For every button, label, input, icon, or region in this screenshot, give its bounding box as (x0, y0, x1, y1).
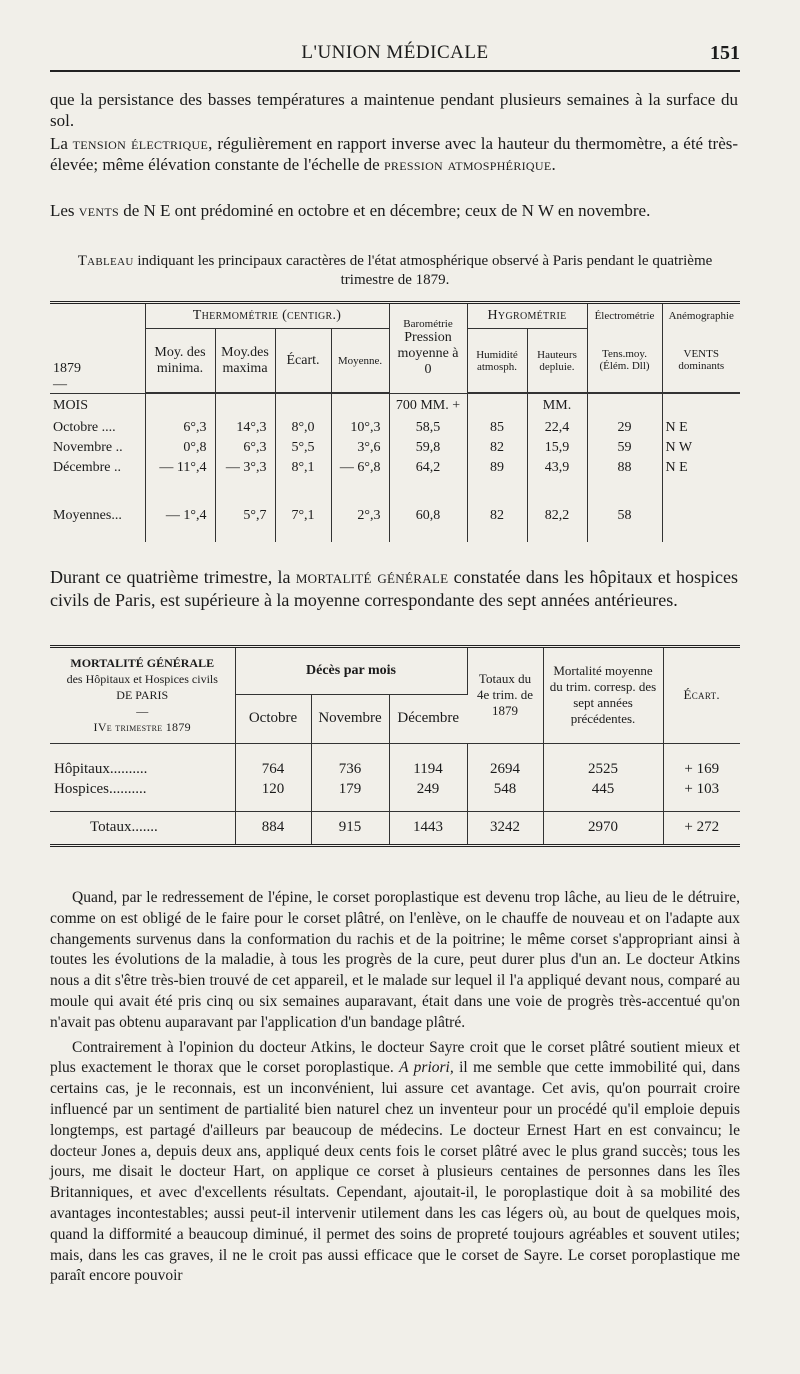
page-header (50, 40, 740, 72)
col-vents: VENTS dominants (662, 329, 740, 393)
col-moyenne: Moyenne. (331, 329, 389, 393)
unit-pressure: 700 MM. + (389, 394, 467, 418)
mid-start: Durant ce quatrième trimestre, la (50, 567, 291, 587)
barometrie-header (389, 303, 467, 393)
col-octobre: Octobre (235, 695, 311, 743)
moyennes-row: Moyennes... — 1°,4 5°,7 7°,1 2°,3 60,8 82 82,2 58 (50, 504, 740, 528)
table-row: Hospices.......... 120 179 249 548 445 + 103 (50, 779, 740, 799)
a-priori-term: A priori, (399, 1059, 454, 1077)
col-tension: Tens.moy. (Élém. Dll) (587, 329, 662, 393)
col-maxima: Moy.des maxima (215, 329, 275, 393)
year-label: 1879 (53, 360, 81, 376)
totaux-row: Totaux....... 884 915 1443 3242 2970 + 272 (50, 811, 740, 845)
p2-start: La (50, 134, 68, 153)
col-novembre: Novembre (311, 695, 389, 743)
col-decembre: Décembre (397, 710, 460, 727)
col-minima: Moy. des minima. (145, 329, 215, 393)
tension-electrique-term: tension électrique, (72, 134, 213, 153)
caption-text: indiquant les principaux caractères de l'état atmosphérique observé à Paris pendant le quatrième trimestre de 1879. (137, 253, 713, 288)
page-number: 151 (710, 42, 740, 64)
mortalite-header: MORTALITÉ GÉNÉRALE des Hôpitaux et Hospices civils DE PARIS — IVe trimestre 1879 (50, 647, 235, 743)
p2-part-b: il me semble que cette immobilité qui, dans certains cas, je le reconnais, est un inconvénient, lui assure cet avantage. Cet avis, qu'on pourrait croire influencé par un sentiment de partialité bien naturel chez un inventeur pour un procédé qu'il emploie depuis longtemps, est partagé d'ailleurs par beaucoup de médecins. Le docteur Ernest Hart en est convaincu; le docteur Jones a, depuis deux ans, appliqué deux cents fois le corset plâtré avec le plus grand succès; tous les jours, me disait le docteur Hart, on applique ce corset à plusieurs centaines de personnes dans les îles Britanniques, et avec d'excellents résultats. Cependant, ajoutait-il, le poroplastique doit à sa mobilité des avantages incontestables; aussi peut-il intervenir utilement dans les cas légers où, au bout de quelques mois, quand la difformité a beaucoup diminué, il permet des soins de propreté toujours agréables et souvent utiles; mais, dans les cas graves, il ne le croit pas aussi efficace que le corset de Sayre. Le corset poroplastique me paraît encore pouvoir (50, 1059, 741, 1285)
mortalite-term: mortalité générale (295, 567, 449, 587)
barometrie-label: Barométrie (403, 318, 453, 331)
body-paragraph-2 (50, 1038, 740, 1288)
mortalite-moyenne-header: Mortalité moyenne du trim. corresp. des sept années précédentes. (543, 647, 663, 743)
table-row: Octobre .... 6°,3 14°,3 8°,0 10°,3 58,5 85 22,4 29 N E (50, 418, 740, 438)
table-row: Hôpitaux.......... 764 736 1194 2694 2525 + 169 (50, 759, 740, 779)
ecart-header: Écart. (663, 647, 740, 743)
p2-part-a: Contrairement à l'opinion du docteur Atkins, le docteur Sayre croit que le corset plâtré soutient mieux et plus exactement le thorax que le corset poroplastique. (50, 1038, 740, 1077)
unit-mm: MM. (527, 394, 587, 418)
mortalite-paragraph (50, 566, 738, 612)
table-row: Décembre .. — 11°,4 — 3°,3 8°,1 — 6°,8 64,2 89 43,9 88 N E (50, 458, 740, 478)
p2-mid: régulièrement en rapport inverse avec la hauteur du thermomètre, a été très-élevée; même élévation constante de l'échelle de (50, 134, 739, 174)
table1-caption (50, 252, 740, 290)
intro-paragraph-1: que la persistance des basses températures a maintenue pendant plusieurs semaines à la surface du sol. (50, 90, 738, 130)
col-pluie: Hauteurs depluie. (527, 329, 587, 393)
journal-title: L'UNION MÉDICALE (301, 42, 489, 63)
totaux-header: Totaux du 4e trim. de 1879 (467, 647, 543, 743)
intro-paragraph-2 (50, 133, 738, 175)
hygrometrie-header: Hygrométrie (467, 303, 587, 329)
anemographie-header: Anémographie (662, 303, 740, 329)
weather-table (50, 301, 740, 542)
body-paragraph-1: Quand, par le redressement de l'épine, le corset poroplastique est devenu trop lâche, au lieu de le détruire, comme on est obligé de le faire pour le corset plâtré, on l'enlève, on le chauffe de nouveau et on l'adapte aux changements survenus dans la conformation du rachis et de la poitrine; le même corset s'appropriant ainsi à toutes les évolutions de la maladie, à tous les progrès de la cure, peut durer plus d'un an. Le docteur Atkins nous a dit s'être très-bien trouvé de cet appareil, et le malade sur lequel il l'a appliqué devant nous, comparé au moule qui avait été pris cinq ou six semaines auparavant, était dans une voie de progrès très-accentué qu'on n'avait pas obtenu auparavant par l'application d'un bandage plâtré. (50, 889, 740, 1031)
electrometrie-header: Électrométrie (587, 303, 662, 329)
mois-label: MOIS (50, 394, 145, 418)
deces-header: Décès par mois (235, 647, 467, 695)
thermometrie-header: Thermométrie (centigr.) (145, 303, 389, 329)
mid-rest: constatée dans les hôpitaux et hospices civils de Paris, est supérieure à la moyenne correspondante des sept années antérieures. (50, 567, 738, 610)
p3-rest: de N E ont prédominé en octobre et en décembre; ceux de N W en novembre. (123, 201, 651, 220)
intro-paragraph-3 (50, 200, 738, 221)
tableau-word: Tableau (77, 253, 134, 269)
article-body (50, 888, 740, 1291)
mortality-table (50, 645, 740, 847)
pression-label: Pression moyenne à 0 (397, 330, 459, 378)
year-dash: — (53, 376, 67, 392)
vents-term: vents (78, 201, 119, 220)
p3-start: Les (50, 201, 75, 220)
table-row: Novembre .. 0°,8 6°,3 5°,5 3°,6 59,8 82 15,9 59 N W (50, 438, 740, 458)
col-ecart: Écart. (275, 329, 331, 393)
col-humidite: Humidité atmosph. (467, 329, 527, 393)
pression-term: pression atmosphérique. (383, 155, 557, 174)
